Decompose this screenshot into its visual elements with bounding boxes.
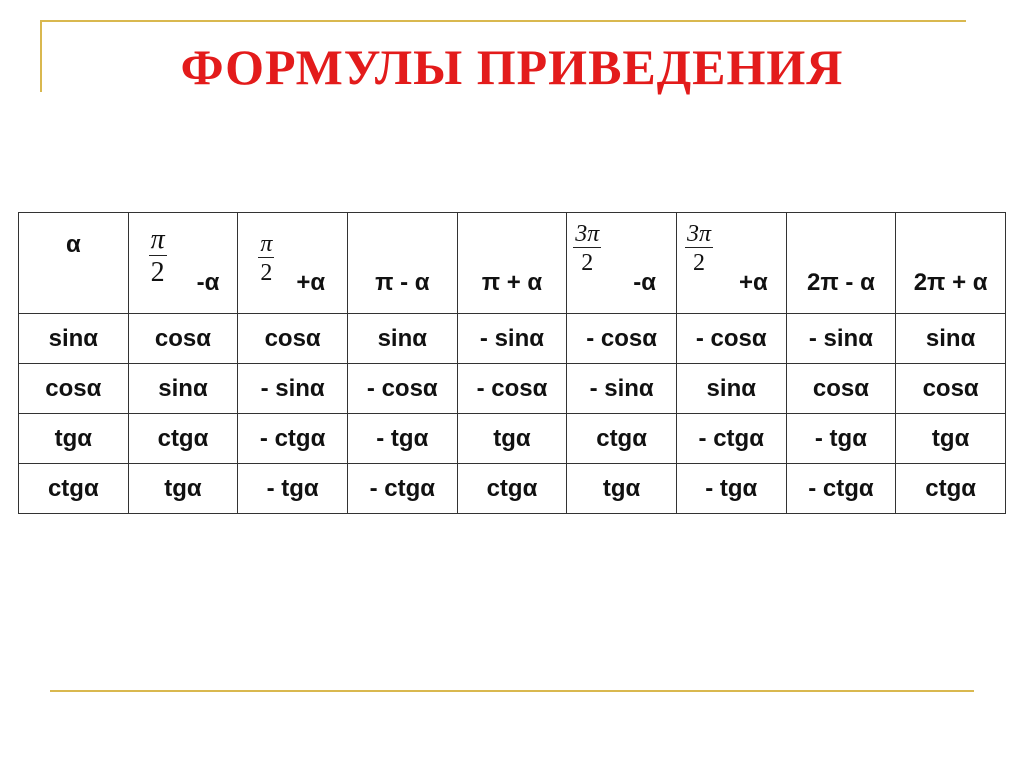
table-cell: sinα [128, 364, 238, 414]
header-cell-alpha [19, 213, 129, 314]
row-label-cell: ctgα [19, 464, 129, 514]
header-suffix: -α [196, 269, 220, 296]
fraction-numerator: π [150, 224, 165, 255]
fraction-3pi-over-2 [685, 221, 713, 278]
row-label-cell: cosα [19, 364, 129, 414]
table-cell: - tgα [786, 414, 896, 464]
reduction-formulas-table [18, 212, 1006, 514]
fraction-denominator: 2 [581, 250, 594, 276]
top-rule [40, 20, 966, 22]
table-cell: ctgα [128, 414, 238, 464]
fraction-denominator: 2 [692, 250, 705, 276]
row-label-cell: sinα [19, 314, 129, 364]
table-header-row [19, 213, 1006, 314]
table-cell: - sinα [457, 314, 567, 364]
header-suffix: -α [633, 269, 657, 296]
table-cell: tgα [567, 464, 677, 514]
page-title: ФОРМУЛЫ ПРИВЕДЕНИЯ [180, 39, 844, 95]
header-cell-pi-half-plus [238, 213, 348, 314]
table-cell: - sinα [786, 314, 896, 364]
table-cell: sinα [896, 314, 1006, 364]
table-row-cos [19, 364, 1006, 414]
table-cell: - tgα [676, 464, 786, 514]
header-cell-3pi-half-minus [567, 213, 677, 314]
fraction-numerator: 3π [686, 221, 711, 247]
header-label: π - α [375, 269, 430, 296]
header-label: π + α [481, 269, 543, 296]
table-cell: - ctgα [676, 414, 786, 464]
header-cell-2pi-minus [786, 213, 896, 314]
table-cell: - tgα [347, 414, 457, 464]
bottom-rule [50, 690, 974, 692]
table-row-sin [19, 314, 1006, 364]
header-cell-pi-half-minus [128, 213, 238, 314]
table-cell: - cosα [676, 314, 786, 364]
header-suffix: +α [296, 269, 326, 296]
table-cell: cosα [786, 364, 896, 414]
fraction-pi-over-2 [258, 231, 274, 288]
table-row-ctg [19, 464, 1006, 514]
header-cell-pi-plus [457, 213, 567, 314]
fraction-pi-over-2 [149, 225, 167, 290]
table-cell: sinα [676, 364, 786, 414]
table-cell: - ctgα [347, 464, 457, 514]
table-cell: - ctgα [238, 414, 348, 464]
table-cell: - sinα [567, 364, 677, 414]
table-cell: cosα [896, 364, 1006, 414]
header-label: 2π - α [807, 269, 875, 296]
table-cell: tgα [128, 464, 238, 514]
table-row-tg [19, 414, 1006, 464]
fraction-3pi-over-2 [573, 221, 601, 278]
table-cell: cosα [128, 314, 238, 364]
table-cell: ctgα [896, 464, 1006, 514]
fraction-denominator: 2 [260, 260, 273, 286]
header-cell-3pi-half-plus [676, 213, 786, 314]
table-cell: - ctgα [786, 464, 896, 514]
table-cell: ctgα [457, 464, 567, 514]
table-cell: tgα [896, 414, 1006, 464]
fraction-numerator: 3π [575, 221, 600, 247]
fraction-denominator: 2 [150, 257, 165, 288]
fraction-numerator: π [260, 231, 273, 257]
table-cell: - cosα [457, 364, 567, 414]
table-cell: - sinα [238, 364, 348, 414]
header-cell-2pi-plus [896, 213, 1006, 314]
table-cell: ctgα [567, 414, 677, 464]
header-alpha-label: α [65, 231, 81, 258]
header-cell-pi-minus [347, 213, 457, 314]
table-cell: - cosα [567, 314, 677, 364]
table-cell: - tgα [238, 464, 348, 514]
header-label: 2π + α [913, 269, 988, 296]
row-label-cell: tgα [19, 414, 129, 464]
table-cell: - cosα [347, 364, 457, 414]
table-cell: tgα [457, 414, 567, 464]
table-cell: sinα [347, 314, 457, 364]
header-suffix: +α [738, 269, 768, 296]
table-cell: cosα [238, 314, 348, 364]
